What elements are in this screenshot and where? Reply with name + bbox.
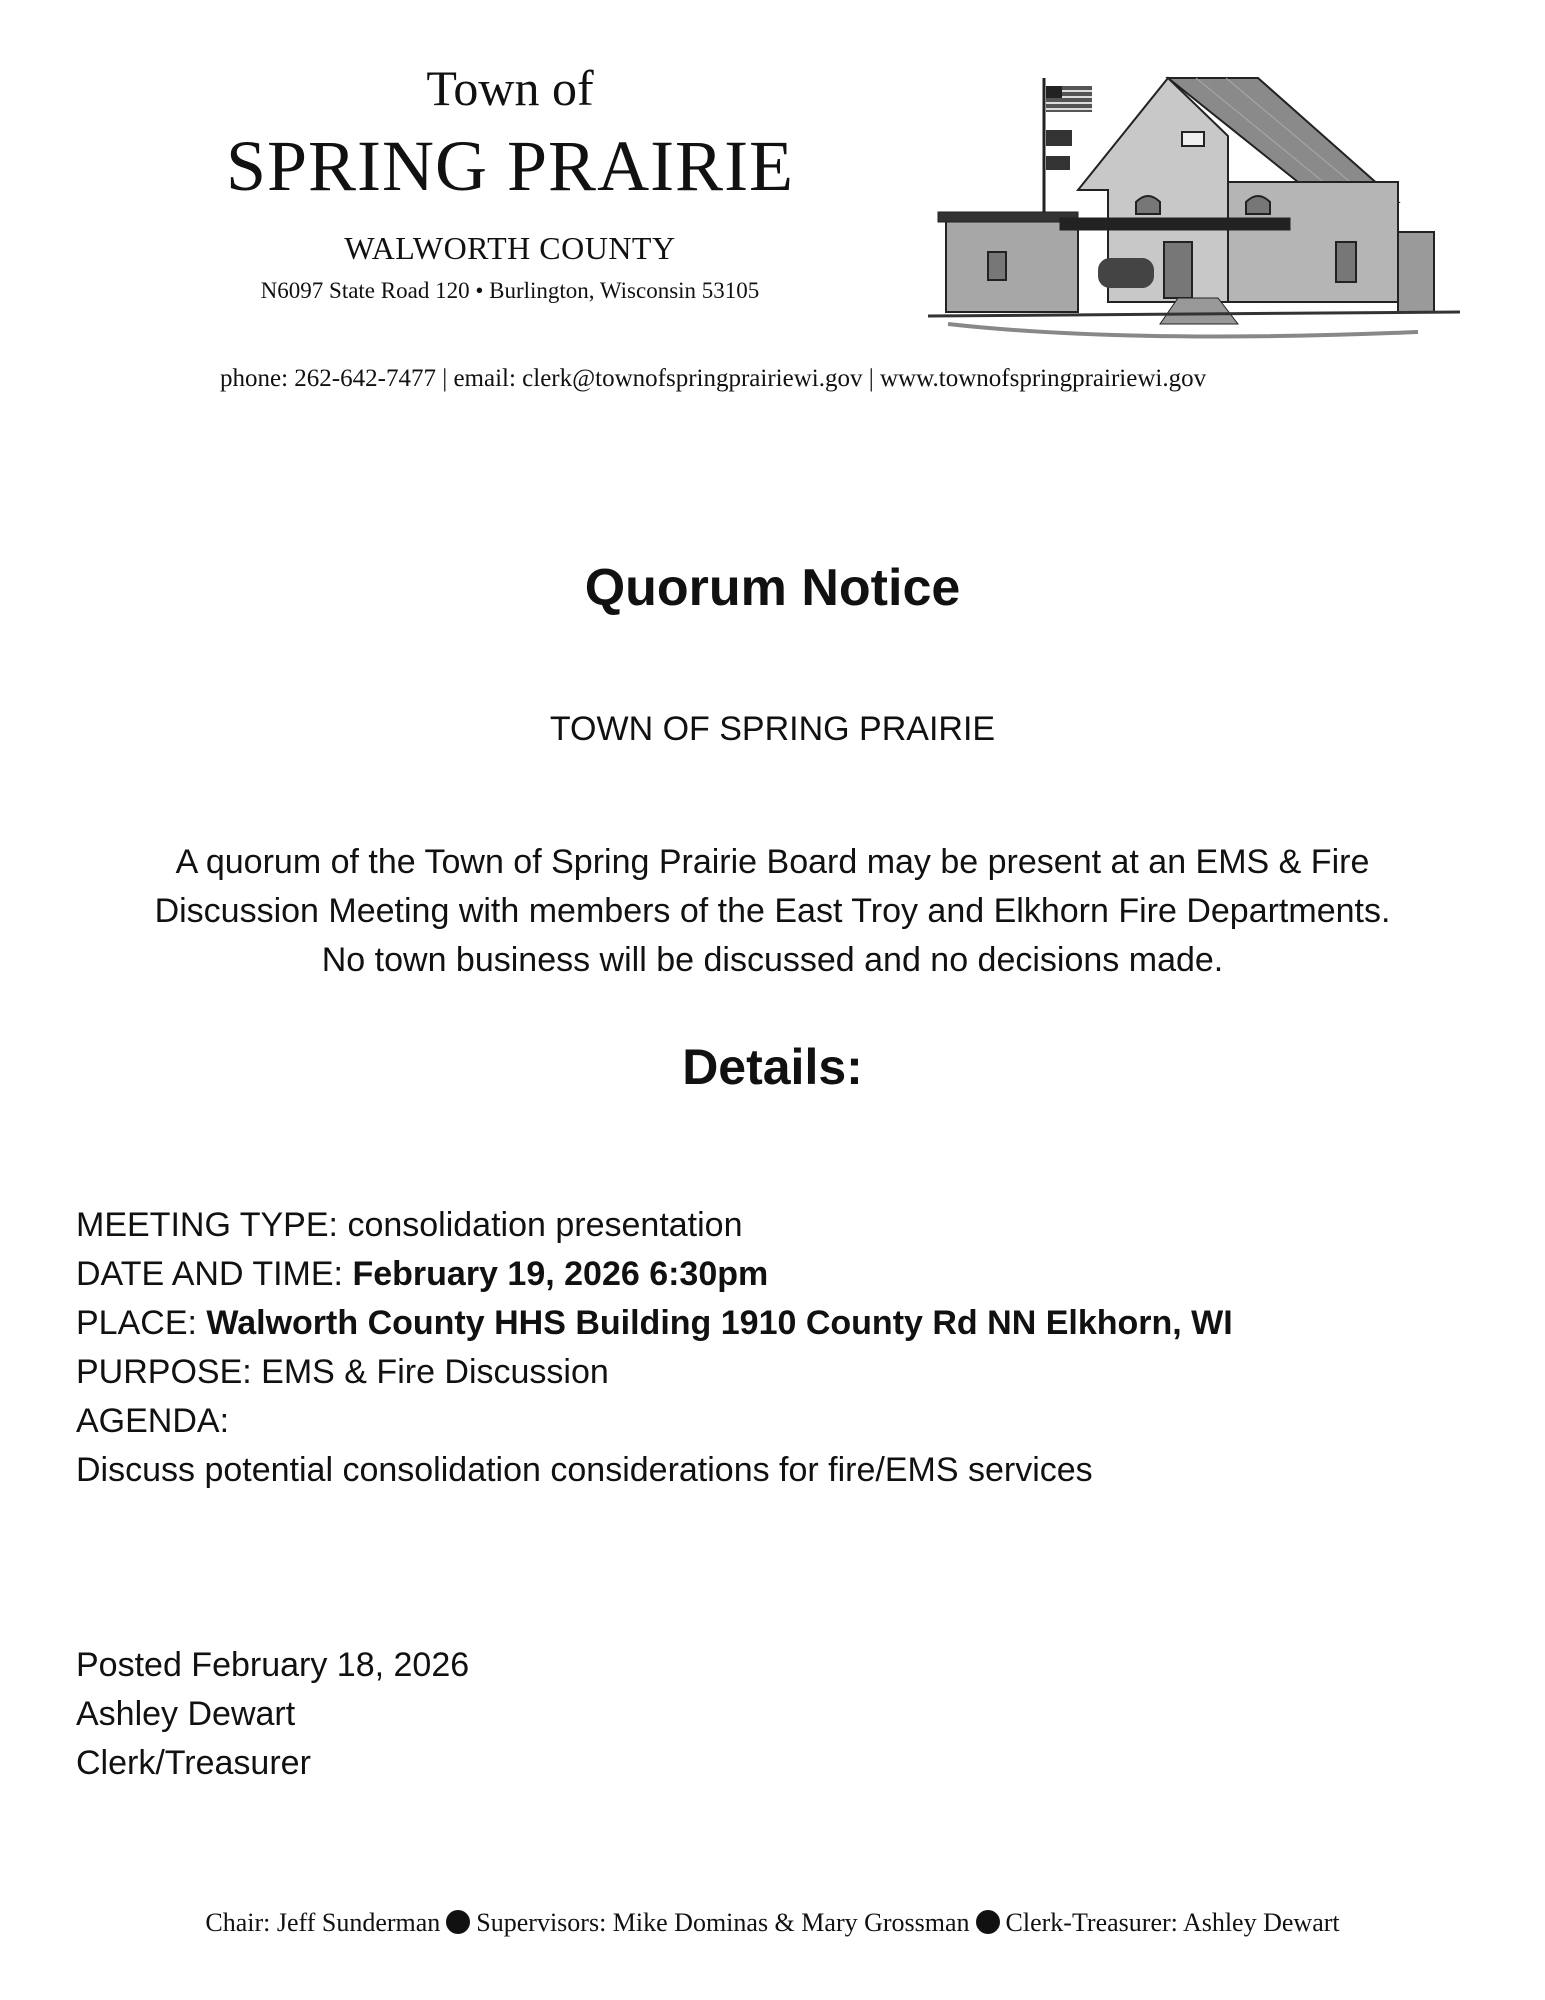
purpose-row: [76, 1348, 1496, 1397]
notice-title: Quorum Notice: [584, 559, 961, 617]
bullet-icon: [976, 1910, 1000, 1934]
signer-title: Clerk/Treasurer: [76, 1744, 311, 1782]
notice-subtitle: TOWN OF SPRING PRAIRIE: [549, 710, 996, 748]
notice-paragraph: [0, 838, 1545, 985]
details-list: [76, 1201, 1496, 1495]
purpose-label: PURPOSE:: [76, 1353, 252, 1391]
letterhead-contact-line: phone: 262-642-7477 | email: clerk@townofspringprairiewi.gov | www.townofspringprairiewi.gov: [220, 365, 1207, 392]
agenda-item: Discuss potential consolidation considerations for fire/EMS services: [76, 1451, 1093, 1489]
town-hall-illustration: [928, 72, 1460, 352]
purpose-value: EMS & Fire Discussion: [261, 1353, 609, 1391]
building-icon: [928, 78, 1460, 337]
posted-date: Posted February 18, 2026: [76, 1646, 470, 1684]
notice-paragraph-line: A quorum of the Town of Spring Prairie Board may be present at an EMS & Fire: [175, 843, 1370, 881]
date-time-row: [76, 1250, 1496, 1299]
meeting-type-label: MEETING TYPE:: [76, 1206, 338, 1244]
meeting-type-value: consolidation presentation: [347, 1206, 743, 1244]
letterhead-county: WALWORTH COUNTY: [344, 230, 676, 266]
notice-paragraph-line: Discussion Meeting with members of the East Troy and Elkhorn Fire Departments.: [154, 892, 1391, 930]
footer-chair: Chair: Jeff Sunderman: [205, 1908, 441, 1937]
signature-block: [76, 1641, 469, 1788]
date-time-value: February 19, 2026 6:30pm: [352, 1255, 769, 1293]
letterhead: [160, 58, 860, 306]
meeting-type-row: [76, 1201, 1496, 1250]
footer-supervisors: Supervisors: Mike Dominas & Mary Grossman: [476, 1908, 970, 1937]
place-value: Walworth County HHS Building 1910 County Rd NN Elkhorn, WI: [206, 1304, 1233, 1342]
date-time-label: DATE AND TIME:: [76, 1255, 344, 1293]
footer-clerk: Clerk-Treasurer: Ashley Dewart: [1005, 1908, 1340, 1937]
letterhead-town-name: SPRING PRAIRIE: [225, 126, 795, 206]
footer-officials: [0, 1906, 1545, 1940]
letterhead-address: N6097 State Road 120 • Burlington, Wisconsin 53105: [260, 278, 760, 303]
place-row: [76, 1299, 1496, 1348]
bullet-icon: [446, 1910, 470, 1934]
agenda-label: AGENDA:: [76, 1402, 230, 1440]
letterhead-town-of: Town of: [426, 60, 594, 116]
signer-name: Ashley Dewart: [76, 1695, 296, 1733]
place-label: PLACE:: [76, 1304, 197, 1342]
details-heading: Details:: [682, 1039, 863, 1095]
notice-paragraph-line: No town business will be discussed and no decisions made.: [321, 941, 1224, 979]
